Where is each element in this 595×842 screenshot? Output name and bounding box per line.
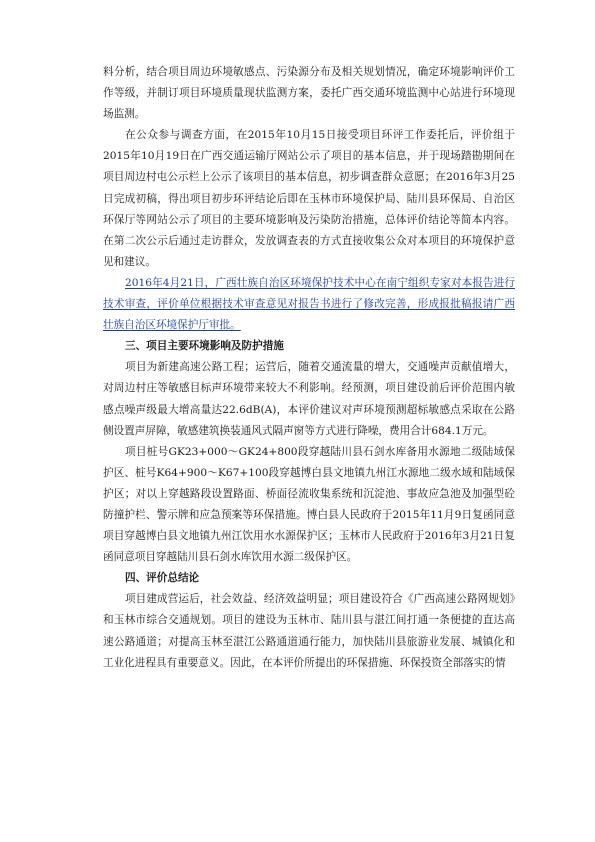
paragraph-technical-review: 2016年4月21日，广西壮族自治区环境保护技术中心在南宁组织专家对本报告进行技术审查，评价单位根据技术审查意见对报告书进行了修改完善，形成报批稿报请广西壮族自治区环境保护厅审批。 [103, 276, 515, 332]
paragraph-continued: 料分析，结合项目周边环境敏感点、污染源分布及相关规划情况，确定环境影响评价工作等级，并制订项目环境质量现状监测方案，委托广西交通环境监测中心站进行环境现场监测。 [103, 66, 515, 121]
section-3-heading: 三、项目主要环境影响及防护措施 [125, 340, 284, 353]
paragraph-public-participation: 在公众参与调查方面，在2015年10月15日接受项目环评工作委托后，评价组于2015年10月19日在广西交通运输厅网站公示了项目的基本信息，并于现场踏勘期间在项目周边村屯公示栏上公示了该项目的基本信息，初步调查群众意愿；在2016年3月25日完成初稿，得出项目初步环评结论后即在玉林市环境保护局、陆川县环保局、自治区环保厅等网站公示了项目的主要环境影响及污染防治措施，总体评价结论等简本内容。在第二次公示后通过走访群众，发放调查表的方式直接收集公众对本项目的环境保护意见和建议。 [103, 129, 515, 268]
paragraph-water-protection: 项目桩号GK23+000～GK24+800段穿越陆川县石剑水库备用水源地二级陆域保护区、桩号K64+900～K67+100段穿越博白县文地镇九州江水源地二级水域和陆域保护区；对以上穿越路段设置路面、桥面径流收集系统和沉淀池、事故应急池及加强型砼防撞护栏、警示牌和应急预案等环保措施。博白县人民政府于2015年11月9日复函同意项目穿越博白县文地镇九州江饮用水水源保护区；玉林市人民政府于2016年3月21日复函同意项目穿越陆川县石剑水库饮用水源二级保护区。 [103, 445, 515, 564]
paragraph-noise-impact: 项目为新建高速公路工程；运营后，随着交通流量的增大，交通噪声贡献值增大，对周边村庄等敏感目标声环境带来较大不利影响。经预测，项目建设前后评价范围内敏感点噪声级最大增高量达22.6dB(A)，本评价建议对声环境预测超标敏感点采取在公路侧设置声屏障，敏感建筑换装通风式隔声窗等方式进行降噪，费用合计684.1万元。 [103, 361, 515, 437]
document-body [103, 62, 515, 674]
paragraph-conclusion: 项目建成营运后，社会效益、经济效益明显；项目建设符合《广西高速公路网规划》和玉林市综合交通规划。项目的建设为玉林市、陆川县与湛江间打通一条便捷的直达高速公路通道；对提高玉林至湛江公路通道通行能力，加快陆川县旅游业发展、城镇化和工业化进程具有重要意义。因此，在本评价所提出的环保措施、环保投资全部落实的情 [103, 593, 515, 669]
section-4-heading: 四、评价总结论 [125, 572, 200, 585]
